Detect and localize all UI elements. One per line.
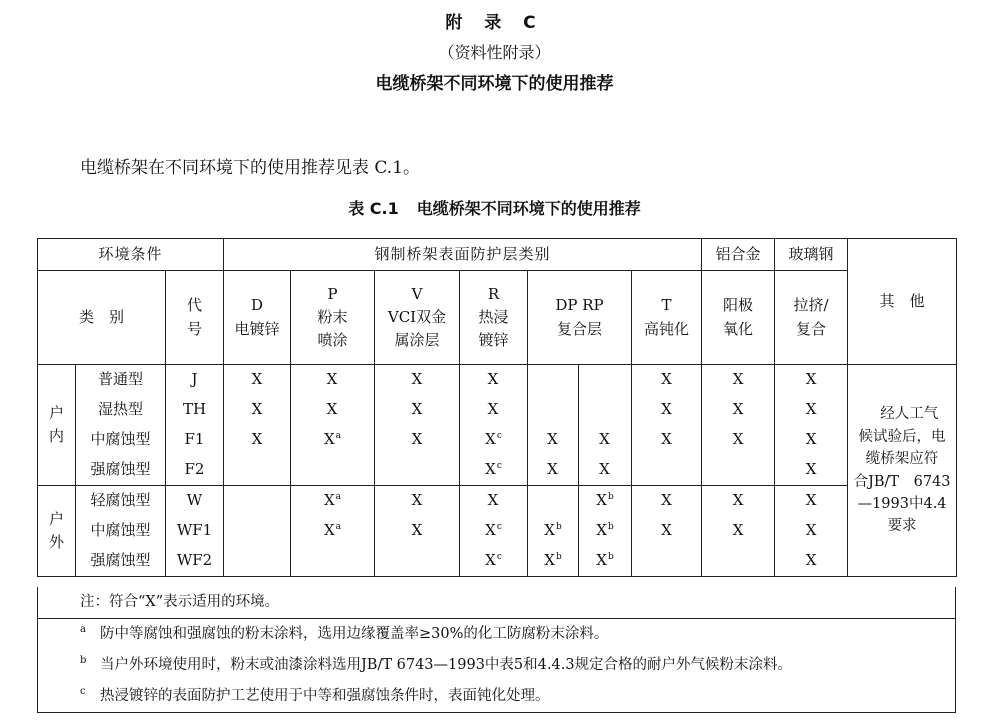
row-type: 强腐蚀型 (76, 546, 166, 577)
note-b: b 当户外环境使用时，粉末或油漆涂料选用JB/T 6743—1993中表5和4.4.3规定合格的耐户外气候粉末涂料。 (80, 655, 793, 673)
cell-d (224, 486, 291, 517)
cell-rp (579, 395, 632, 425)
cell-dp: $X^b$ (528, 546, 579, 577)
cell-r: X (460, 395, 528, 425)
table-row (38, 395, 957, 425)
cell-d: X (224, 425, 291, 455)
row-type: 中腐蚀型 (76, 425, 166, 455)
cell-rp: X (579, 455, 632, 486)
cell-v: X (375, 486, 460, 517)
table-title: 电缆桥架不同环境下的使用推荐 (416, 199, 641, 218)
row-code: W (166, 486, 224, 517)
group-indoor: 户 内 (38, 365, 76, 486)
cell-grp: X (775, 365, 848, 396)
row-code: WF2 (166, 546, 224, 577)
header-col-t: T 高钝化 (632, 271, 702, 365)
row-code: J (166, 365, 224, 396)
header-code: 代 号 (166, 271, 224, 365)
cell-p: X (291, 365, 375, 396)
cell-p (291, 546, 375, 577)
row-type: 中腐蚀型 (76, 516, 166, 546)
cell-dp: X (528, 425, 579, 455)
header-col-anodize: 阳极 氧化 (702, 271, 775, 365)
cell-r: $X^c$ (460, 516, 528, 546)
cell-anodize: X (702, 365, 775, 396)
cell-d: X (224, 365, 291, 396)
cell-t (632, 455, 702, 486)
note-main: 注：符合“X”表示适用的环境。 (38, 587, 955, 619)
cell-d: X (224, 395, 291, 425)
cell-r: $X^c$ (460, 546, 528, 577)
cell-t: X (632, 395, 702, 425)
header-col-r: R 热浸 镀锌 (460, 271, 528, 365)
table-row (38, 365, 957, 396)
intro-paragraph: 电缆桥架在不同环境下的使用推荐见表 C.1。 (80, 158, 421, 178)
cell-grp: X (775, 546, 848, 577)
cell-t (632, 546, 702, 577)
cell-v: X (375, 425, 460, 455)
cell-grp: X (775, 395, 848, 425)
cell-p (291, 455, 375, 486)
table-notes (37, 587, 956, 713)
table-number: 表 C.1 (348, 199, 399, 218)
header-grp: 玻璃钢 (775, 239, 848, 271)
row-type: 强腐蚀型 (76, 455, 166, 486)
note-c: c 热浸镀锌的表面防护工艺使用于中等和强腐蚀条件时，表面钝化处理。 (80, 686, 550, 704)
cell-grp: X (775, 486, 848, 517)
header-type: 类 别 (38, 271, 166, 365)
cell-t: X (632, 425, 702, 455)
row-type: 湿热型 (76, 395, 166, 425)
cell-rp: $X^b$ (579, 516, 632, 546)
appendix-title: 电缆桥架不同环境下的使用推荐 (375, 74, 614, 94)
row-type: 轻腐蚀型 (76, 486, 166, 517)
cell-d (224, 516, 291, 546)
header-environment: 环境条件 (38, 239, 224, 271)
cell-anodize (702, 455, 775, 486)
table-row (38, 455, 957, 486)
cell-t: X (632, 365, 702, 396)
header-col-d: D 电镀锌 (224, 271, 291, 365)
cell-grp: X (775, 425, 848, 455)
header-col-p: P 粉末 喷涂 (291, 271, 375, 365)
row-code: WF1 (166, 516, 224, 546)
cell-grp: X (775, 455, 848, 486)
cell-anodize: X (702, 395, 775, 425)
group-outdoor: 户 外 (38, 486, 76, 577)
cell-rp: $X^b$ (579, 546, 632, 577)
cell-anodize: X (702, 425, 775, 455)
cell-v: X (375, 365, 460, 396)
table-row (38, 425, 957, 455)
cell-rp (579, 365, 632, 396)
cell-v (375, 455, 460, 486)
header-aluminum: 铝合金 (702, 239, 775, 271)
cell-v: X (375, 516, 460, 546)
cell-anodize: X (702, 516, 775, 546)
header-col-dprp: DP RP 复合层 (528, 271, 632, 365)
recommendation-table (37, 238, 957, 577)
cell-r: X (460, 365, 528, 396)
cell-p: X (291, 395, 375, 425)
cell-v: X (375, 395, 460, 425)
note-a: a 防中等腐蚀和强腐蚀的粉末涂料，选用边缘覆盖率≥30%的化工防腐粉末涂料。 (80, 624, 609, 642)
row-code: F2 (166, 455, 224, 486)
cell-rp: X (579, 425, 632, 455)
cell-dp: $X^b$ (528, 516, 579, 546)
cell-t: X (632, 516, 702, 546)
cell-d (224, 546, 291, 577)
table-row (38, 546, 957, 577)
cell-r: X (460, 486, 528, 517)
cell-dp (528, 486, 579, 517)
cell-r: $X^c$ (460, 425, 528, 455)
row-type: 普通型 (76, 365, 166, 396)
other-requirement: 经人工气 候试验后，电 缆桥架应符 合JB/T 6743 —1993中4.4 要求 (848, 365, 957, 577)
header-col-pultrusion: 拉挤/ 复合 (775, 271, 848, 365)
row-code: F1 (166, 425, 224, 455)
appendix-heading: 附 录 C (445, 13, 544, 33)
cell-dp (528, 365, 579, 396)
cell-p: $X^a$ (291, 486, 375, 517)
appendix-subtitle: （资料性附录） (438, 43, 551, 62)
cell-grp: X (775, 516, 848, 546)
cell-dp (528, 395, 579, 425)
header-other: 其 他 (848, 239, 957, 365)
cell-p: $X^a$ (291, 516, 375, 546)
table-row (38, 486, 957, 517)
cell-t: X (632, 486, 702, 517)
table-row (38, 516, 957, 546)
cell-p: $X^a$ (291, 425, 375, 455)
cell-anodize: X (702, 486, 775, 517)
cell-r: $X^c$ (460, 455, 528, 486)
row-code: TH (166, 395, 224, 425)
cell-rp: $X^b$ (579, 486, 632, 517)
header-steel-coating: 钢制桥架表面防护层类别 (224, 239, 702, 271)
cell-dp: X (528, 455, 579, 486)
header-col-v: V VCI双金 属涂层 (375, 271, 460, 365)
cell-v (375, 546, 460, 577)
table-caption (0, 196, 989, 219)
cell-anodize (702, 546, 775, 577)
cell-d (224, 455, 291, 486)
